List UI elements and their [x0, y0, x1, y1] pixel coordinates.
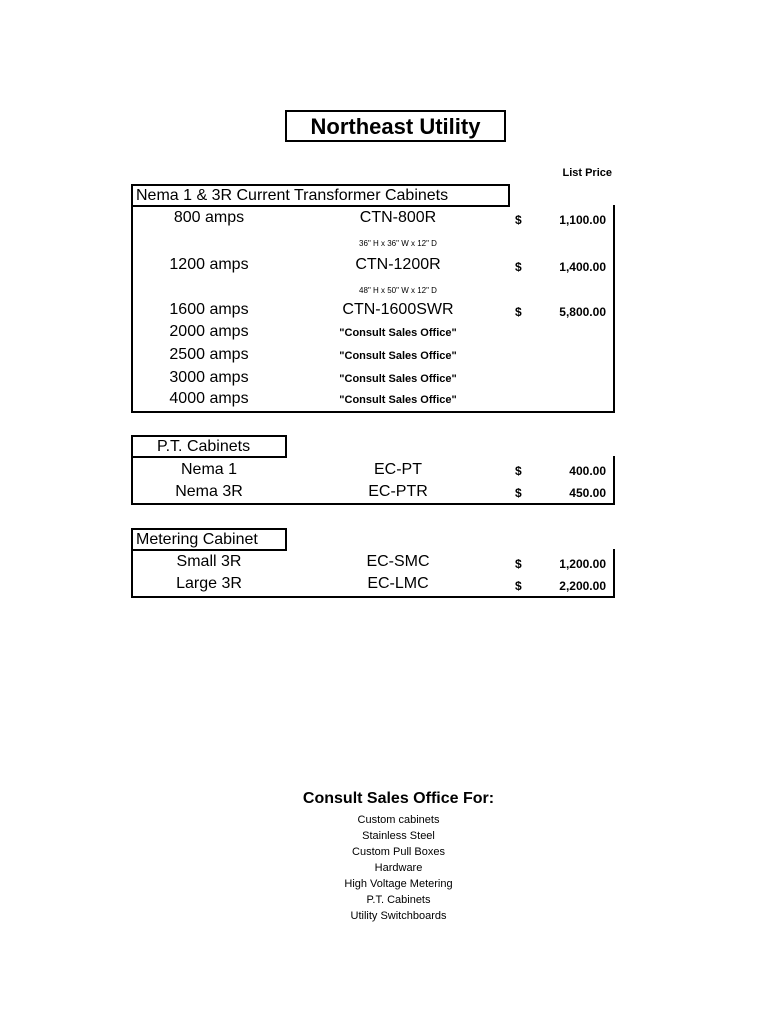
cabinet-type: Nema 1 — [180, 461, 238, 478]
dimensions-note: 48" H x 50" W x 12" D — [359, 286, 437, 295]
list-item: Hardware — [374, 862, 423, 874]
list-price-header: List Price — [562, 167, 612, 179]
list-item: Stainless Steel — [362, 830, 435, 842]
list-item: Utility Switchboards — [350, 910, 447, 922]
consult-note: "Consult Sales Office" — [339, 327, 457, 339]
amps-label: 2000 amps — [169, 323, 249, 340]
list-item: P.T. Cabinets — [366, 894, 431, 906]
price-value: 1,200.00 — [559, 557, 606, 571]
currency-symbol: $ — [515, 213, 522, 227]
cabinet-type: Nema 3R — [175, 483, 243, 500]
cabinet-type: Small 3R — [176, 553, 242, 570]
amps-label: 3000 amps — [169, 369, 249, 386]
pt-section-header: P.T. Cabinets — [131, 435, 287, 458]
model-number: CTN-800R — [359, 209, 437, 226]
model-number: EC-PT — [374, 461, 422, 478]
amps-label: 2500 amps — [169, 346, 249, 363]
currency-symbol: $ — [515, 305, 522, 319]
currency-symbol: $ — [515, 486, 522, 500]
model-number: EC-SMC — [366, 553, 430, 570]
page-title: Northeast Utility — [285, 110, 506, 142]
consult-note: "Consult Sales Office" — [339, 350, 457, 362]
amps-label: 1600 amps — [169, 301, 249, 318]
consult-note: "Consult Sales Office" — [339, 373, 457, 385]
amps-label: 1200 amps — [169, 256, 249, 273]
amps-label: 4000 amps — [169, 390, 249, 407]
cabinet-type: Large 3R — [176, 575, 242, 592]
currency-symbol: $ — [515, 579, 522, 593]
price-value: 400.00 — [569, 464, 606, 478]
list-item: Custom cabinets — [357, 814, 440, 826]
model-number: CTN-1200R — [355, 256, 441, 273]
price-value: 1,400.00 — [559, 260, 606, 274]
price-value: 450.00 — [569, 486, 606, 500]
list-item: Custom Pull Boxes — [352, 846, 445, 858]
consult-note: "Consult Sales Office" — [339, 394, 457, 406]
dimensions-note: 36" H x 36" W x 12" D — [359, 239, 437, 248]
currency-symbol: $ — [515, 464, 522, 478]
model-number: EC-PTR — [368, 483, 428, 500]
price-value: 2,200.00 — [559, 579, 606, 593]
list-item: High Voltage Metering — [344, 878, 453, 890]
consult-list — [200, 812, 597, 924]
price-value: 1,100.00 — [559, 213, 606, 227]
ct-section-header: Nema 1 & 3R Current Transformer Cabinets — [131, 184, 510, 207]
metering-section-header: Metering Cabinet — [131, 528, 287, 551]
model-number: EC-LMC — [367, 575, 429, 592]
amps-label: 800 amps — [173, 209, 245, 226]
currency-symbol: $ — [515, 260, 522, 274]
consult-heading: Consult Sales Office For: — [302, 790, 495, 807]
model-number: CTN-1600SWR — [342, 301, 454, 318]
price-value: 5,800.00 — [559, 305, 606, 319]
currency-symbol: $ — [515, 557, 522, 571]
